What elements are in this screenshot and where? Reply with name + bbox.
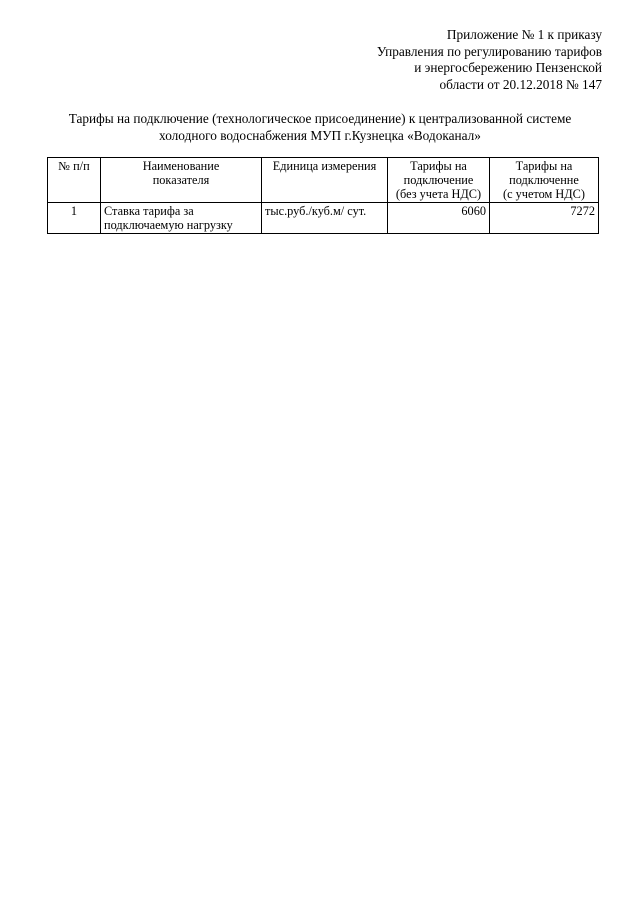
- cell-tariff-without-vat: 6060: [388, 203, 490, 234]
- column-header-tariff-with-vat: Тарифы на подключенне (с учетом НДС): [490, 158, 599, 203]
- cell-unit: тыс.руб./куб.м/ сут.: [262, 203, 388, 234]
- table-row: [48, 203, 599, 234]
- appendix-header-line: и энергосбережению Пензенской: [414, 60, 602, 75]
- tariff-table: [47, 157, 599, 234]
- column-header-tariff-without-vat: Тарифы на подключение (без учета НДС): [388, 158, 490, 203]
- document-title: [40, 110, 600, 144]
- cell-indicator: Ставка тарифа за подключаемую нагрузку: [101, 203, 262, 234]
- column-header-number: № п/п: [48, 158, 101, 203]
- appendix-header-line: Управления по регулированию тарифов: [376, 43, 602, 59]
- document-title-line: холодного водоснабжения МУП г.Кузнецка «Водоканал»: [159, 128, 481, 143]
- document-title-line: Тарифы на подключение (технологическое присоединение) к централизованной системе: [68, 111, 572, 126]
- column-header-unit: Единица измерения: [262, 158, 388, 203]
- appendix-header-line: области от 20.12.2018 № 147: [439, 76, 602, 92]
- cell-tariff-with-vat: 7272: [490, 203, 599, 234]
- column-header-indicator: Наименование показателя: [101, 158, 262, 203]
- appendix-header: [302, 27, 602, 93]
- table-header-row: [48, 158, 599, 203]
- cell-number: 1: [48, 203, 101, 234]
- appendix-header-line: Приложение № 1 к приказу: [446, 27, 602, 42]
